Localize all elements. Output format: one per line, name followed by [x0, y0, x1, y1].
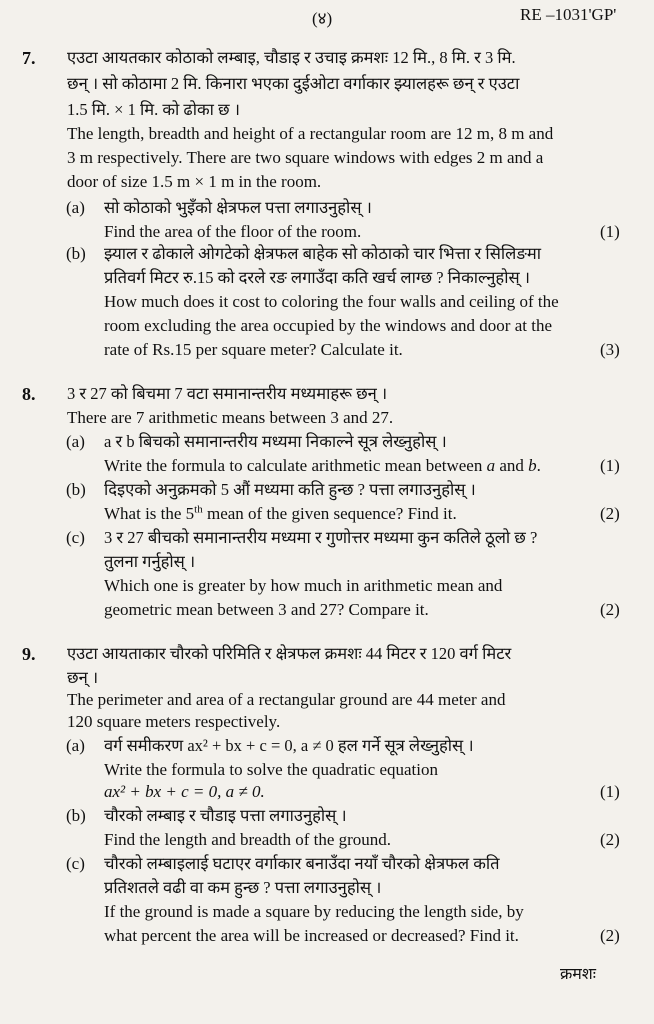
- subpart-text-np: चौरको लम्बाइलाई घटाएर वर्गाकार बनाउँदा नयाँ चौरको क्षेत्रफल कति: [104, 854, 500, 873]
- subpart-label: (c): [66, 854, 85, 873]
- subpart-text-np: चौरको लम्बाइ र चौडाइ पत्ता लगाउनुहोस् ।: [104, 806, 347, 825]
- question-number: 7.: [22, 48, 36, 68]
- exam-code: RE –1031'GP': [520, 5, 617, 24]
- subpart-text-en: If the ground is made a square by reducing the length side, by: [104, 902, 524, 921]
- question-text-en: 120 square meters respectively.: [67, 712, 281, 731]
- question-text-en: 3 m respectively. There are two square windows with edges 2 m and a: [67, 148, 544, 167]
- subpart-label: (b): [66, 806, 86, 825]
- question-text-en: There are 7 arithmetic means between 3 and 27.: [67, 408, 394, 427]
- subpart-text-np: तुलना गर्नुहोस् ।: [104, 552, 196, 571]
- question-text-en: door of size 1.5 m × 1 m in the room.: [67, 172, 322, 191]
- marks: (3): [600, 340, 620, 359]
- subpart-text-np: प्रतिवर्ग मिटर रु.15 को दरले रङ लगाउँदा कति खर्च लाग्छ ? निकाल्नुहोस् ।: [104, 268, 530, 287]
- subpart-label: (a): [66, 198, 85, 217]
- marks: (2): [600, 504, 620, 523]
- subpart-text-np: वर्ग समीकरण ax² + bx + c = 0, a ≠ 0 हल गर्ने सूत्र लेख्नुहोस् ।: [104, 736, 474, 755]
- subpart-text-en: Find the length and breadth of the ground.: [104, 830, 392, 849]
- subpart-text-np: प्रतिशतले वढी वा कम हुन्छ ? पत्ता लगाउनुहोस् ।: [104, 878, 382, 897]
- marks: (2): [600, 830, 620, 849]
- subpart-text-en: room excluding the area occupied by the windows and door at the: [104, 316, 553, 335]
- subpart-text-en: What is the 5th mean of the given sequence? Find it.: [104, 503, 457, 523]
- subpart-text-np: सो कोठाको भुइँको क्षेत्रफल पत्ता लगाउनुहोस् ।: [104, 198, 372, 217]
- marks: (1): [600, 782, 620, 801]
- question-text-np: 1.5 मि. × 1 मि. को ढोका छ ।: [67, 100, 240, 119]
- question-text-np: 3 र 27 को बिचमा 7 वटा समानान्तरीय मध्यमाहरू छन् ।: [67, 384, 388, 403]
- question-number: 8.: [22, 384, 36, 404]
- subpart-label: (a): [66, 432, 85, 451]
- subpart-text-en: Which one is greater by how much in arithmetic mean and: [104, 576, 503, 595]
- subpart-text-np: दिइएको अनुक्रमको 5 औं मध्यमा कति हुन्छ ? पत्ता लगाउनुहोस् ।: [104, 480, 476, 499]
- subpart-text-en: How much does it cost to coloring the four walls and ceiling of the: [104, 292, 559, 311]
- subpart-text-np: झ्याल र ढोकाले ओगटेको क्षेत्रफल बाहेक सो कोठाको चार भित्ता र सिलिङमा: [104, 244, 541, 263]
- marks: (2): [600, 600, 620, 619]
- page-number: (४): [312, 9, 333, 28]
- subpart-text-en: what percent the area will be increased or decreased? Find it.: [104, 926, 519, 945]
- question-text-np: एउटा आयतकार कोठाको लम्बाइ, चौडाइ र उचाइ क्रमशः 12 मि., 8 मि. र 3 मि.: [67, 48, 516, 67]
- subpart-text-en: rate of Rs.15 per square meter? Calculate it.: [104, 340, 403, 359]
- subpart-label: (a): [66, 736, 85, 755]
- question-text-np: छन् ।: [67, 668, 99, 687]
- subpart-text-en: Find the area of the floor of the room.: [104, 222, 362, 241]
- subpart-label: (c): [66, 528, 85, 547]
- subpart-label: (b): [66, 244, 86, 263]
- subpart-text-np: 3 र 27 बीचको समानान्तरीय मध्यमा र गुणोत्तर मध्यमा कुन कतिले ठूलो छ ?: [104, 528, 538, 547]
- subpart-text-np: a र b बिचको समानान्तरीय मध्यमा निकाल्ने सूत्र लेख्नुहोस् ।: [104, 432, 447, 451]
- continued-label: क्रमशः: [560, 966, 596, 983]
- subpart-text-en: Write the formula to calculate arithmetic mean between a and b.: [104, 456, 541, 475]
- subpart-text-en: Write the formula to solve the quadratic equation: [104, 760, 439, 779]
- question-text-np: एउटा आयताकार चौरको परिमिति र क्षेत्रफल क्रमशः 44 मिटर र 120 वर्ग मिटर: [67, 644, 512, 663]
- marks: (1): [600, 456, 620, 475]
- subpart-label: (b): [66, 480, 86, 499]
- marks: (2): [600, 926, 620, 945]
- question-text-en: The length, breadth and height of a rectangular room are 12 m, 8 m and: [67, 124, 554, 143]
- question-text-en: The perimeter and area of a rectangular ground are 44 meter and: [67, 690, 506, 709]
- subpart-text-en: geometric mean between 3 and 27? Compare it.: [104, 600, 429, 619]
- equation: ax² + bx + c = 0, a ≠ 0.: [104, 782, 265, 801]
- question-text-np: छन् । सो कोठामा 2 मि. किनारा भएका दुईओटा वर्गाकार झ्यालहरू छन् र एउटा: [67, 74, 520, 93]
- marks: (1): [600, 222, 620, 241]
- question-number: 9.: [22, 644, 36, 664]
